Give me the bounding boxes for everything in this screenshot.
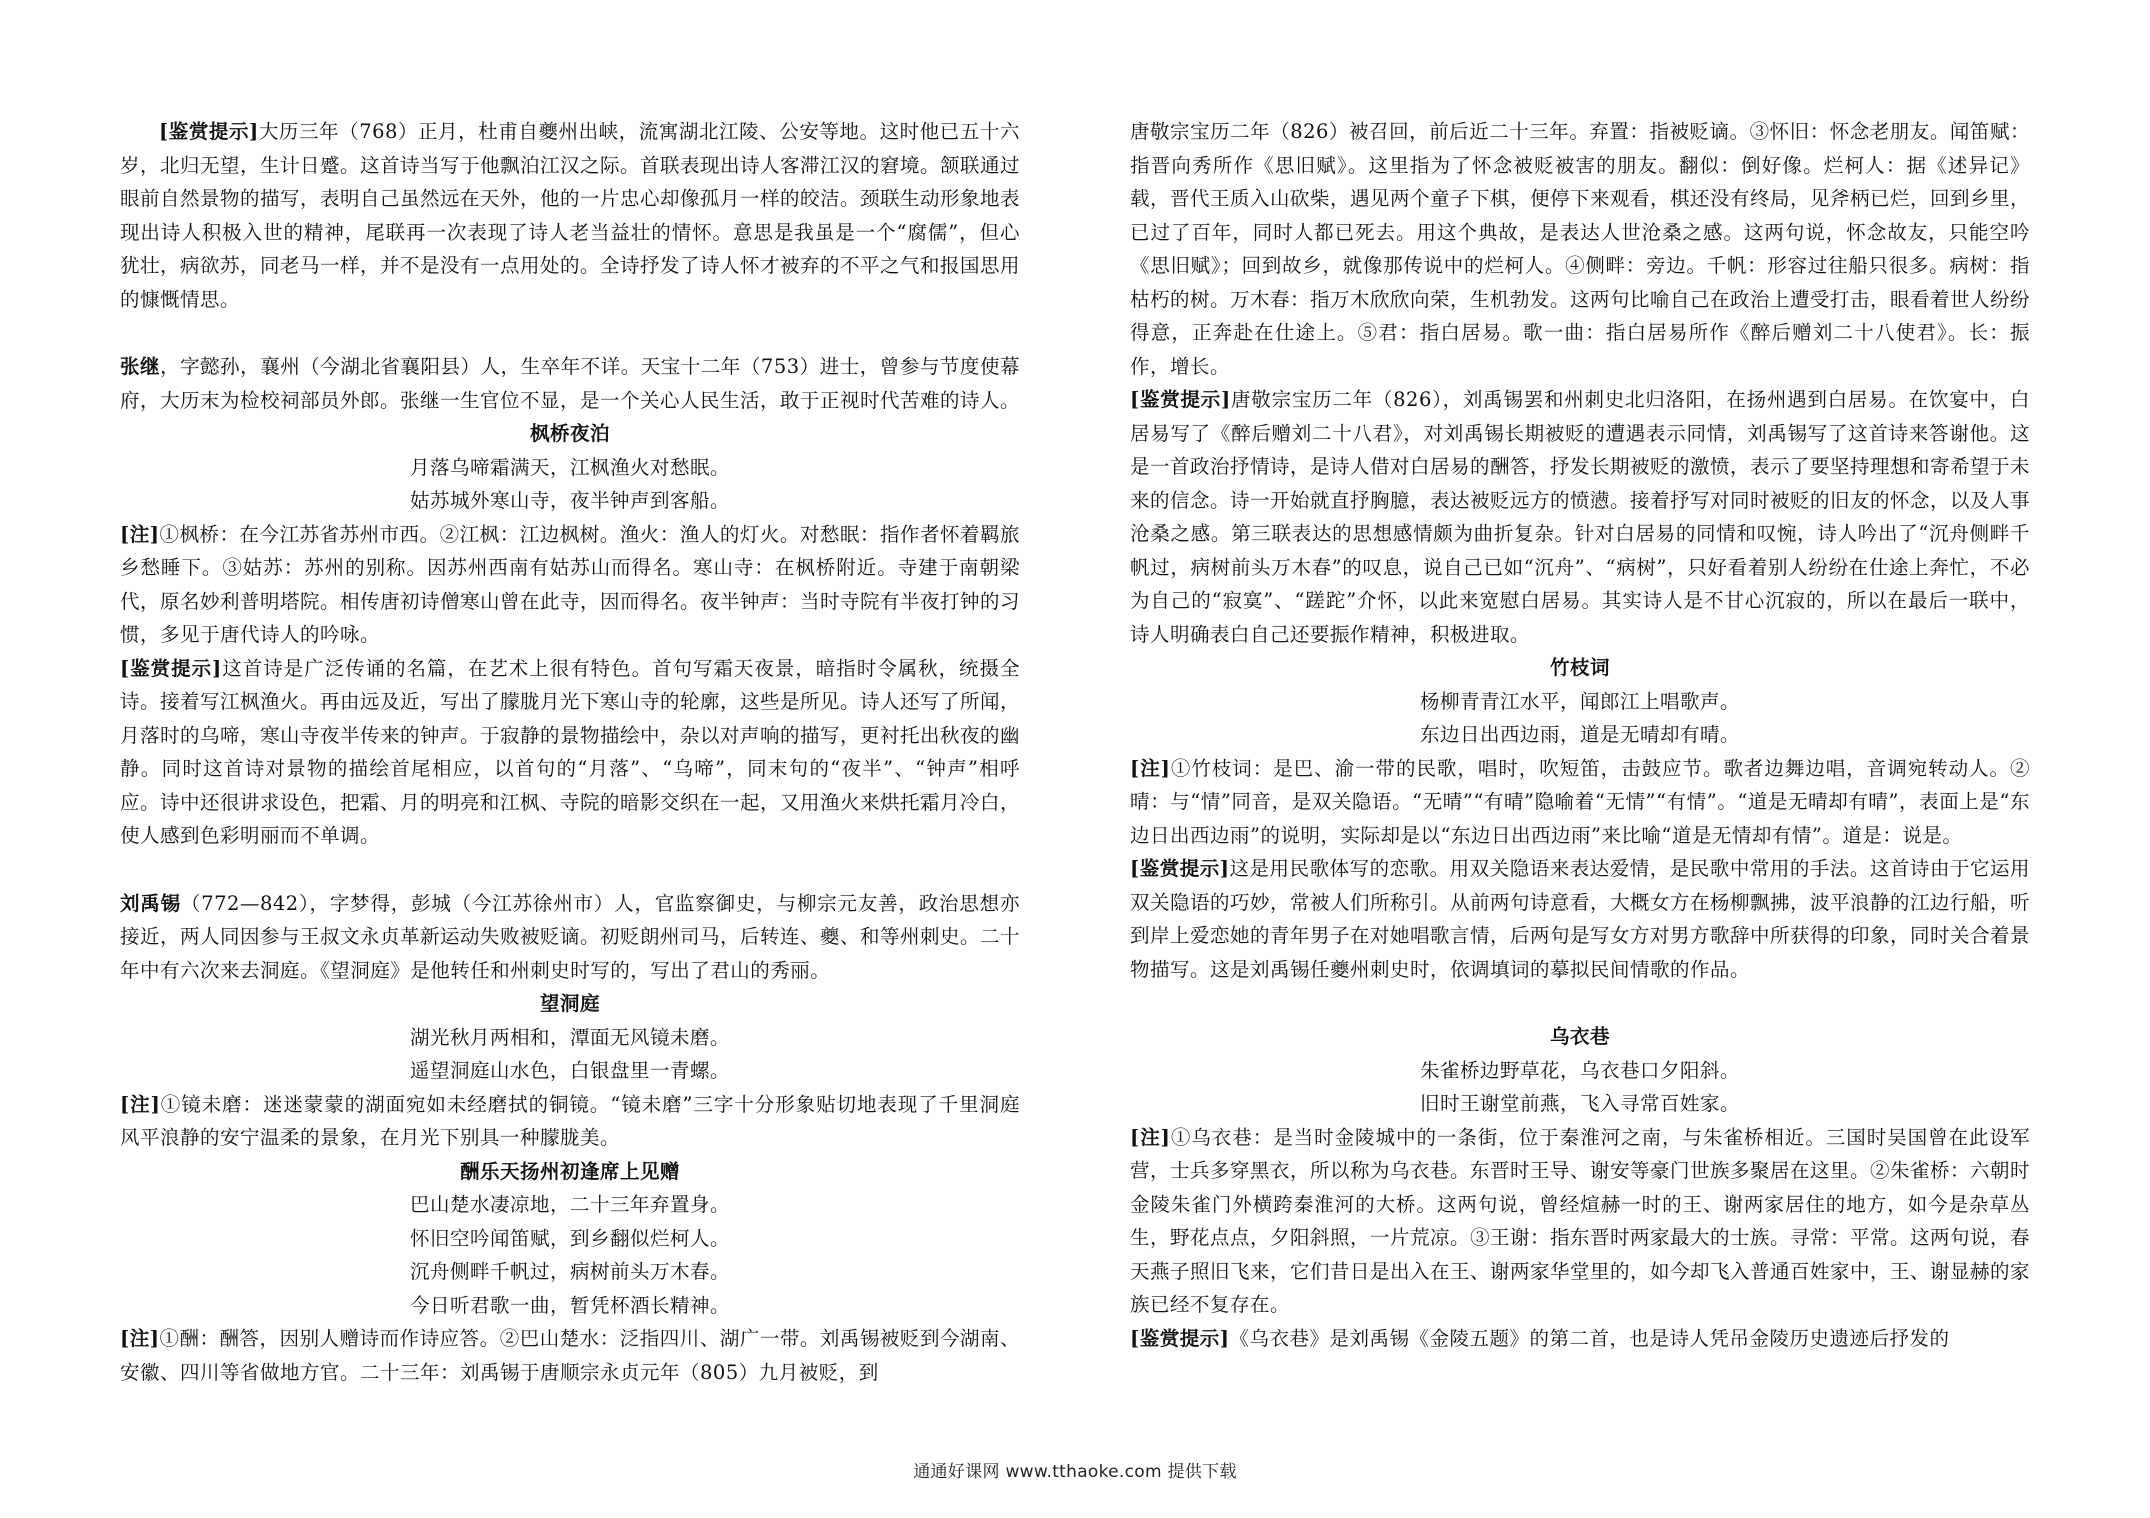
author-name: 刘禹锡 [120, 891, 181, 915]
appreciation-label: [鉴赏提示] [159, 120, 259, 143]
note-label: [注] [1130, 756, 1171, 780]
note-label: [注] [120, 1327, 160, 1350]
poem-line: 旧时王谢堂前燕，飞入寻常百姓家。 [1419, 1092, 1740, 1115]
appreciation-text: 唐敬宗宝历二年（826），刘禹锡罢和州刺史北归洛阳，在扬州遇到白居易。在饮宴中，白居易写了《醉后赠刘二十八君》，对刘禹锡长期被贬的遭遇表示同情，刘禹锡写了这首诗来答谢他。这是一首政治抒情诗，是诗人借对白居易的酬答，抒发长期被贬的激愤，表示了要坚持理想和寄希望于未来的信念。诗一开始就直抒胸臆，表达被贬远方的愤懑。接着抒写对同时被贬的旧友的怀念，以及人事沧桑之感。第三联表达的思想感情颇为曲折复杂。针对白居易的同情和叹惋，诗人吟出了“沉舟侧畔千帆过，病树前头万木春”的叹息，说自己已如“沉舟”、“病树”，只好看着别人纷纷在仕途上奔忙，不必为自己的“寂寞”、“蹉跎”介怀，以此来宽慰白居易。其实诗人是不甘心沉寂的，所以在最后一联中，诗人明确表白自己还要振作精神，积极进取。 [1130, 388, 2031, 646]
page-footer: 通通好课网 www.tthaoke.com 提供下载 [913, 1462, 1237, 1482]
note-text: ①镜未磨：迷迷蒙蒙的湖面宛如未经磨拭的铜镜。“镜未磨”三字十分形象贴切地表现了千里洞庭风平浪静的安宁温柔的景象，在月光下别具一种朦胧美。 [120, 1092, 1020, 1149]
poem-line: 怀旧空吟闻笛赋，到乡翻似烂柯人。 [409, 1226, 730, 1250]
note-paragraph [120, 1088, 1020, 1155]
note-paragraph [120, 518, 1020, 652]
note-paragraph [120, 1322, 1020, 1389]
poem-title-chouletian: 酬乐天扬州初逢席上见赠 [459, 1159, 680, 1183]
poem-title-fengqiao: 枫桥夜泊 [529, 422, 610, 445]
note-text: ①竹枝词：是巴、渝一带的民歌，唱时，吹短笛，击鼓应节。歌者边舞边唱，音调宛转动人。②晴：与“情”同音，是双关隐语。“无晴”“有晴”隐喻着“无情”“有情”。“道是无晴却有晴”，表面上是“东边日出西边雨”的说明，实际却是以“东边日出西边雨”来比喻“道是无情却有情”。道是：说是。 [1130, 756, 2030, 847]
appreciation-text: 这是用民歌体写的恋歌。用双关隐语来表达爱情，是民歌中常用的手法。这首诗由于它运用双关隐语的巧妙，常被人们所称引。从前两句诗意看，大概女方在杨柳飘拂，波平浪静的江边行船，听到岸上爱恋她的青年男子在对她唱歌言情，后两句是写女方对男方歌辞中所获得的印象，同时关合着景物描写。这是刘禹锡任夔州刺史时，依调填词的摹拟民间情歌的作品。 [1130, 857, 2031, 981]
poem-line: 月落乌啼霜满天，江枫渔火对愁眠。 [409, 455, 730, 479]
note-paragraph [1130, 1121, 2030, 1322]
note-text: ①枫桥：在今江苏省苏州市西。②江枫：江边枫树。渔火：渔人的灯火。对愁眠：指作者怀着羁旅乡愁睡下。③姑苏：苏州的别称。因苏州西南有姑苏山而得名。寒山寺：在枫桥附近。寺建于南朝梁代，原名妙利普明塔院。相传唐初诗僧寒山曾在此寺，因而得名。夜半钟声：当时寺院有半夜打钟的习惯，多见于唐代诗人的吟咏。 [120, 522, 1021, 646]
appreciation-paragraph [120, 652, 1020, 853]
poem-title-dongting: 望洞庭 [539, 992, 600, 1015]
appreciation-paragraph [120, 115, 1020, 316]
note-text: ①乌衣巷：是当时金陵城中的一条街，位于秦淮河之南，与朱雀桥相近。三国时吴国曾在此设军营，士兵多穿黑衣，所以称为乌衣巷。东晋时王导、谢安等豪门世族多聚居在这里。②朱雀桥：六朝时金陵朱雀门外横跨秦淮河的大桥。这两句说，曾经煊赫一时的王、谢两家居住的地方，如今是杂草丛生，野花点点，夕阳斜照，一片荒凉。③王谢：指东晋时两家最大的士族。寻常：平常。这两句说，春天燕子照旧飞来，它们昔日是出入在王、谢两家华堂里的，如今却飞入普通百姓家中，王、谢显赫的家族已经不复存在。 [1130, 1125, 2031, 1316]
poem-title-wuyixiang: 乌衣巷 [1549, 1025, 1610, 1048]
appreciation-paragraph [1130, 383, 2030, 651]
poem-line: 巴山楚水凄凉地，二十三年弃置身。 [409, 1193, 730, 1216]
note-continuation: 唐敬宗宝历二年（826）被召回，前后近二十三年。弃置：指被贬谪。③怀旧：怀念老朋友。闻笛赋：指晋向秀所作《思旧赋》。这里指为了怀念被贬被害的朋友。翻似：倒好像。烂柯人：据《述异记》载，晋代王质入山砍柴，遇见两个童子下棋，便停下来观看，棋还没有终局，见斧柄已烂，回到乡里，已过了百年，同时人都已死去。用这个典故，是表达人世沧桑之感。这两句说，怀念故友，只能空吟《思旧赋》；回到故乡，就像那传说中的烂柯人。④侧畔：旁边。千帆：形容过往船只很多。病树：指枯朽的树。万木春：指万木欣欣向荣，生机勃发。这两句比喻自己在政治上遭受打击，眼看着世人纷纷得意，正奔赴在仕途上。⑤君：指白居易。歌一曲：指白居易所作《醉后赠刘二十八使君》。长：振作，增长。 [1130, 120, 2031, 378]
author-bio-liu [120, 887, 1020, 988]
poem-line: 杨柳青青江水平，闻郎江上唱歌声。 [1419, 689, 1740, 713]
note-text: ①酬：酬答，因别人赠诗而作诗应答。②巴山楚水：泛指四川、湖广一带。刘禹锡被贬到今湖南、安徽、四川等省做地方官。二十三年：刘禹锡于唐顺宗永贞元年（805）九月被贬，到 [120, 1327, 1020, 1384]
poem-line: 姑苏城外寒山寺，夜半钟声到客船。 [409, 489, 730, 512]
poem-line: 朱雀桥边野草花，乌衣巷口夕阳斜。 [1419, 1058, 1740, 1082]
appreciation-text: 《乌衣巷》是刘禹锡《金陵五题》的第二首，也是诗人凭吊金陵历史遗迹后抒发的 [1229, 1326, 1950, 1350]
note-label: [注] [1130, 1125, 1171, 1149]
appreciation-text: 大历三年（768）正月，杜甫自夔州出峡，流寓湖北江陵、公安等地。这时他已五十六岁，北归无望，生计日蹙。这首诗当写于他飘泊江汉之际。首联表现出诗人客滞江汉的窘境。颔联通过眼前自然景物的描写，表明自己虽然远在天外，他的一片忠心却像孤月一样的皎洁。颈联生动形象地表现出诗人积极入世的精神，尾联再一次表现了诗人老当益壮的情怀。意思是我虽是一个“腐儒”，但心犹壮，病欲苏，同老马一样，并不是没有一点用处的。全诗抒发了诗人怀才被弃的不平之气和报国思用的慷慨情思。 [120, 120, 1021, 311]
author-bio-zhangji [120, 350, 1020, 417]
appreciation-paragraph [1130, 852, 2030, 986]
poem-line: 沉舟侧畔千帆过，病树前头万木春。 [409, 1260, 730, 1283]
appreciation-label: [鉴赏提示] [1130, 857, 1230, 880]
appreciation-paragraph [1130, 1322, 2030, 1356]
author-name: 张继 [120, 355, 161, 378]
appreciation-label: [鉴赏提示] [120, 656, 222, 680]
appreciation-label: [鉴赏提示] [1130, 388, 1231, 411]
poem-line: 东边日出西边雨，道是无晴却有晴。 [1419, 723, 1740, 746]
appreciation-text: 这首诗是广泛传诵的名篇，在艺术上很有特色。首句写霜天夜景，暗指时令属秋，统摄全诗。接着写江枫渔火。再由远及近，写出了朦胧月光下寒山寺的轮廓，这些是所见。诗人还写了所闻，月落时的乌啼，寒山寺夜半传来的钟声。于寂静的景物描绘中，杂以对声响的描写，更衬托出秋夜的幽静。同时这首诗对景物的描绘首尾相应，以首句的“月落”、“乌啼”，同末句的“夜半”、“钟声”相呼应。诗中还很讲求设色，把霜、月的明亮和江枫、寺院的暗影交织在一起，又用渔火来烘托霜月冷白，使人感到色彩明丽而不单调。 [120, 656, 1021, 847]
poem-title-zhuzhici: 竹枝词 [1549, 656, 1610, 679]
poem-line: 湖光秋月两相和，潭面无风镜未磨。 [409, 1025, 730, 1049]
note-label: [注] [120, 522, 160, 546]
author-bio-text: （772—842），字梦得，彭城（今江苏徐州市）人，官监察御史，与柳宗元友善，政治思想亦接近，两人同因参与王叔文永贞革新运动失败被贬谪。初贬朗州司马，后转连、夔、和等州刺史。二十年中有六次来去洞庭。《望洞庭》是他转任和州刺史时写的，写出了君山的秀丽。 [120, 891, 1021, 982]
left-column [120, 115, 1020, 1389]
poem-line: 遥望洞庭山水色，白银盘里一青螺。 [409, 1059, 730, 1082]
author-bio-text: ，字懿孙，襄州（今湖北省襄阳县）人，生卒年不详。天宝十二年（753）进士，曾参与节度使幕府，大历末为检校祠部员外郎。张继一生官位不显，是一个关心人民生活，敢于正视时代苦难的诗人。 [120, 355, 1021, 412]
note-label: [注] [120, 1092, 161, 1116]
appreciation-label: [鉴赏提示] [1130, 1326, 1230, 1350]
right-column [1130, 115, 2030, 1355]
poem-line: 今日听君歌一曲，暂凭杯酒长精神。 [409, 1293, 730, 1317]
note-paragraph [1130, 752, 2030, 853]
